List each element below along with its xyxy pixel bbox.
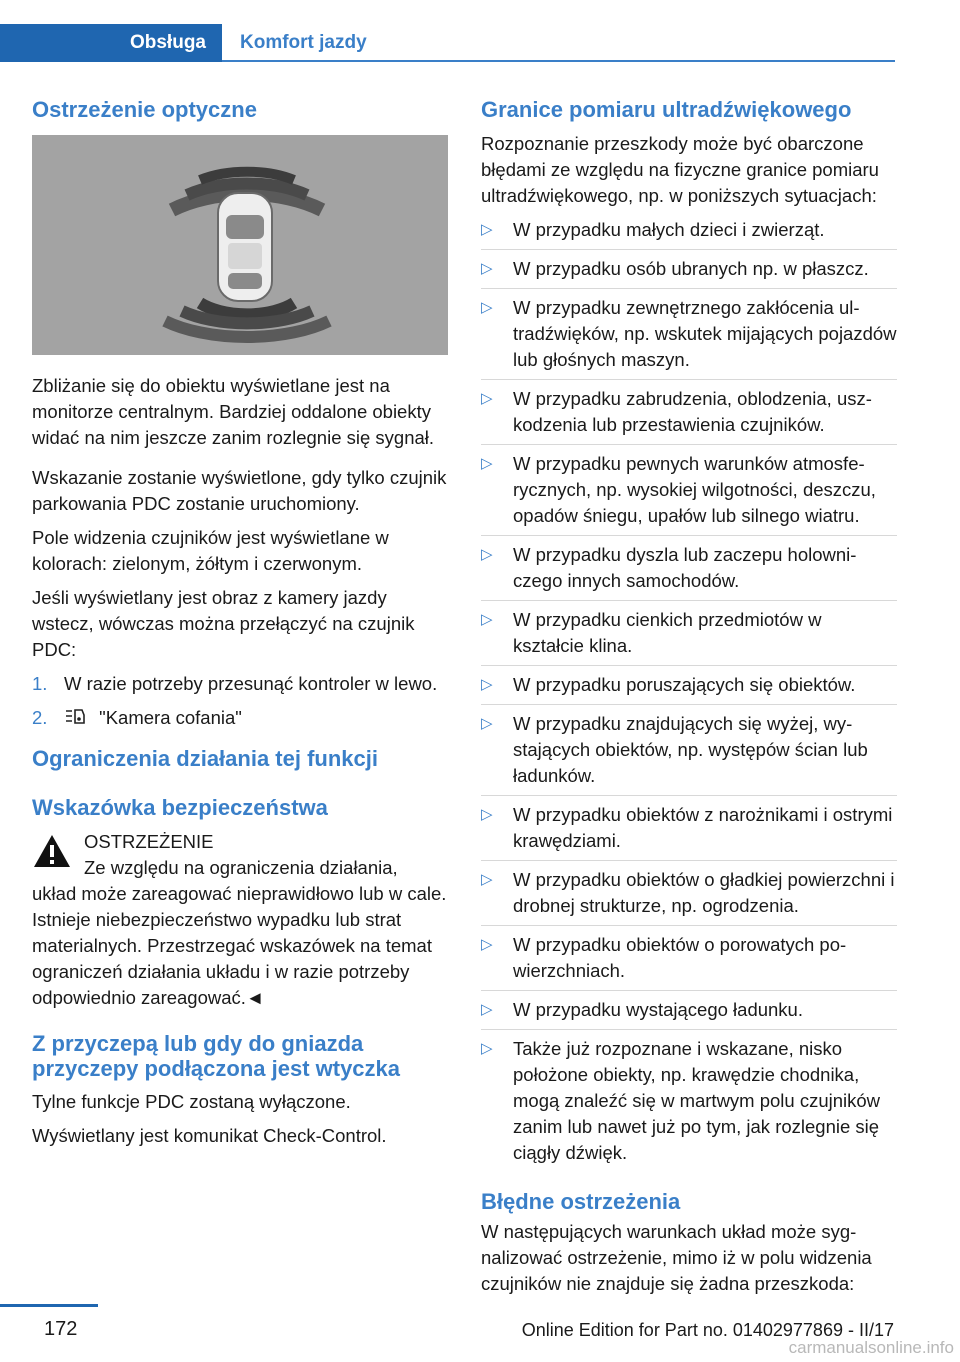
list-item-text: W przypadku zabrudzenia, oblodzenia, uszkodzenia lub przestawienia czujników. [513,388,872,435]
triangle-bullet-icon: ▷ [481,390,493,407]
list-item-text: W przypadku wystającego ładunku. [513,999,803,1020]
paragraph-display-on: Wskazanie zostanie wyświetlone, gdy tylko czujnik parkowania PDC zostanie uruchomiony. [32,467,447,514]
list-item-text: W przypadku dyszla lub zaczepu holowniczego innych samochodów. [513,544,857,591]
page-number: 172 [44,1318,78,1340]
list-item [481,217,897,250]
step-text: W razie potrzeby przesunąć kontroler w lewo. [64,673,438,694]
tab-underline [222,60,895,62]
limitations-list [481,217,897,1172]
triangle-bullet-icon: ▷ [481,871,493,888]
list-item-text: W przypadku poruszających się obiektów. [513,674,856,695]
list-item [481,997,897,1030]
list-item [481,711,897,796]
warning-block [32,829,448,1011]
heading-trailer: Z przyczepą lub gdy do gniazda przyczepy podłączona jest wtyczka [32,1031,401,1081]
list-item-text: W przypadku zewnętrznego zakłócenia ultradźwięków, np. wskutek mijających pojazdów lub głośnych maszyn. [513,297,897,370]
triangle-bullet-icon: ▷ [481,260,493,277]
list-item-text: W przypadku obiektów z narożnikami i ostrymi krawędziami. [513,804,893,851]
triangle-bullet-icon: ▷ [481,455,493,472]
triangle-bullet-icon: ▷ [481,299,493,316]
list-item [481,607,897,666]
tab-komfort-jazdy[interactable]: Komfort jazdy [240,32,367,53]
list-item-text: W przypadku pewnych warunków atmosferycznych, np. wysokiej wilgotności, deszczu, opadów śniegu, upałów lub silnego wiatru. [513,453,876,526]
list-item-text: W przypadku małych dzieci i zwierząt. [513,219,825,240]
list-item-text: Także już rozpoznane i wskazane, nisko położone obiekty, np. krawędzie chodnika, mogą znaleźć się w martwym polu czujników zanim lub nawet już po tym, jak rozlegnie się ciągły dźwięk. [513,1038,881,1163]
triangle-bullet-icon: ▷ [481,715,493,732]
list-item [481,451,897,536]
triangle-bullet-icon: ▷ [481,1040,493,1057]
triangle-bullet-icon: ▷ [481,611,493,628]
paragraph-check-control: Wyświetlany jest komunikat Check-Control. [32,1125,387,1146]
heading-limits: Ograniczenia działania tej funkcji [32,746,378,771]
list-item [481,542,897,601]
watermark-text: carmanualsonline.info [788,1338,954,1357]
warning-text-rest: układ może zareagować nieprawidłowo lub w cale. Istnieje niebezpieczeństwo wypadku lub strat materialnych. Przestrzegać wskazówek na temat ograniczeń działania układu i w razie potrzeby odpowiednio zareagować.◄ [32,883,447,1008]
rear-camera-icon [64,707,86,727]
list-item-text: W przypadku obiektów o gładkiej powierzchni i drobnej strukturze, np. ogrodzenia. [513,869,895,916]
warning-text-first: Ze względu na ograniczenia działania, [84,857,398,878]
paragraph-approach: Zbliżanie się do obiektu wyświetlane jest na monitorze centralnym. Bardziej oddalone obiekty widać na nim jeszcze zanim rozlegnie się sygnał. [32,375,435,448]
tab-obsluga[interactable]: Obsługa [0,24,222,62]
triangle-bullet-icon: ▷ [481,936,493,953]
warning-triangle-icon [32,833,72,869]
steps-list [32,671,448,731]
list-item [481,672,897,705]
list-item [481,295,897,380]
paragraph-switch: Jeśli wyświetlany jest obraz z kamery jazdy wstecz, wówczas można przełączyć na czujnik PDC: [32,587,415,660]
list-item-text: W przypadku znajdujących się wyżej, wystających obiektów, np. występów ścian lub ładunków. [513,713,868,786]
step-text: "Kamera cofania" [99,707,242,728]
step-number: 2. [32,707,48,728]
triangle-bullet-icon: ▷ [481,806,493,823]
triangle-bullet-icon: ▷ [481,546,493,563]
list-item [481,1036,897,1172]
chapter-tabs [0,24,895,62]
heading-safety: Wskazówka bezpieczeństwa [32,795,328,820]
heading-false-warnings: Błędne ostrzeżenia [481,1189,681,1214]
list-item [481,867,897,926]
warning-text [32,855,448,1011]
edition-label: Online Edition for Part no. 01402977869 - II/17 [521,1320,894,1340]
paragraph-colors: Pole widzenia czujników jest wyświetlane w kolorach: zielonym, żółtym i czerwonym. [32,527,389,574]
list-item-text: W przypadku obiektów o porowatych powierzchniach. [513,934,847,981]
left-column [32,96,448,1157]
list-item [481,386,897,445]
step-number: 1. [32,673,48,694]
triangle-bullet-icon: ▷ [481,1001,493,1018]
right-column [481,96,897,1305]
paragraph-ultrasonic-intro: Rozpoznanie przeszkody może być obarczone błędami ze względu na fizyczne granice pomiaru ultradźwiękowego, np. w poniższych sytuacjach: [481,133,879,206]
list-item-text: W przypadku osób ubranych np. w płaszcz. [513,258,869,279]
list-item [481,932,897,991]
heading-optical-warning: Ostrzeżenie optyczne [32,97,257,122]
step-item [32,705,448,731]
step-item [32,671,448,697]
heading-ultrasonic: Granice pomiaru ultradźwiękowego [481,97,852,122]
list-item-text: W przypadku cienkich przedmiotów w kształcie klina. [513,609,822,656]
triangle-bullet-icon: ▷ [481,676,493,693]
paragraph-false-warnings: W następujących warunkach układ może sygnalizować ostrzeżenie, mimo iż w polu widzenia czujników nie znajduje się żadna przeszkoda: [481,1221,872,1294]
list-item [481,256,897,289]
warning-label: OSTRZEŻENIE [84,831,214,852]
footer-rule [0,1304,98,1307]
pdc-display-illustration [32,135,448,355]
paragraph-rear-off: Tylne funkcje PDC zostaną wyłączone. [32,1091,351,1112]
list-item [481,802,897,861]
triangle-bullet-icon: ▷ [481,221,493,238]
